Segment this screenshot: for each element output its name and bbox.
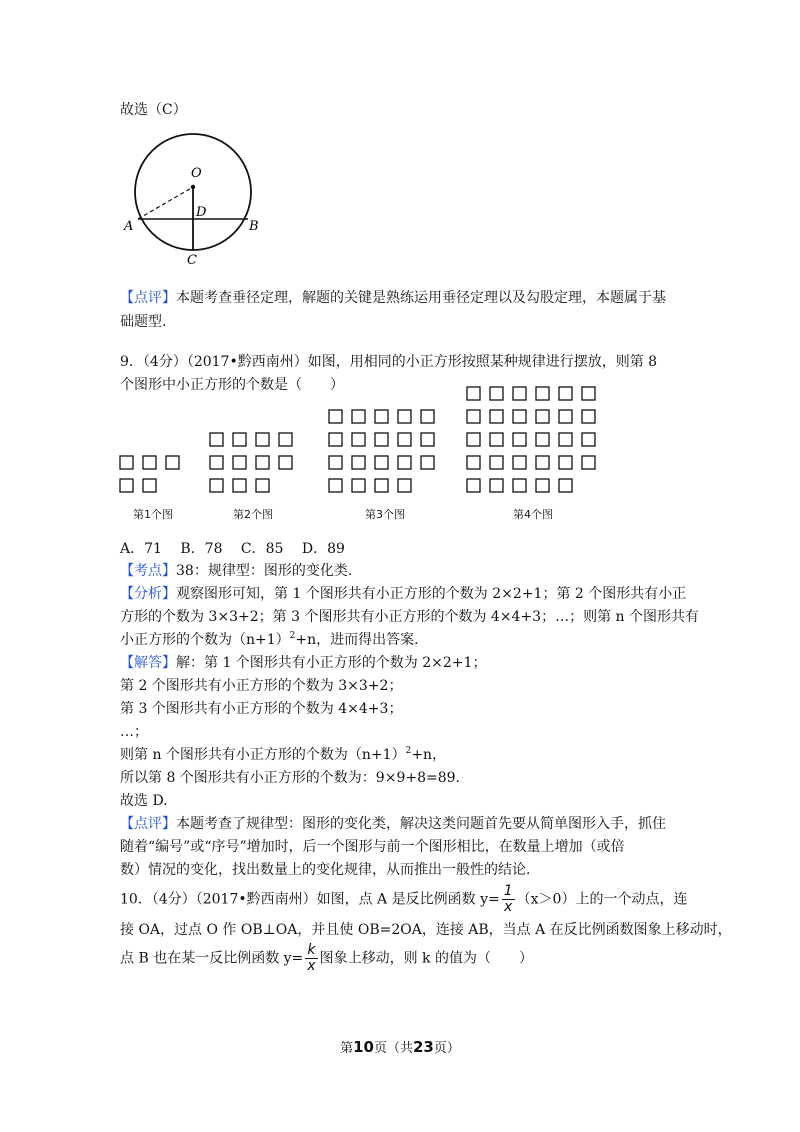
- fraction-1-over-x: $\frac{1}{x}$: [503, 883, 513, 915]
- small-square: [233, 456, 246, 469]
- q8-answer: 故选（C）: [120, 102, 187, 118]
- q9-kaodian: 【考点】38：规律型：图形的变化类.: [120, 563, 353, 579]
- q9-comment-line1: 【点评】本题考查了规律型：图形的变化类，解决这类问题首先要从简单图形入手，抓住: [120, 816, 666, 832]
- comment-tag: 【点评】: [120, 290, 176, 306]
- small-square: [536, 410, 549, 423]
- small-square: [279, 433, 292, 446]
- q9-options: A．71 B．78 C．85 D．89: [120, 541, 345, 557]
- small-square: [210, 433, 223, 446]
- fig-caption-2: 第2个图: [233, 508, 273, 521]
- small-square: [582, 410, 595, 423]
- small-square: [143, 479, 156, 492]
- small-square: [256, 479, 269, 492]
- small-square: [256, 433, 269, 446]
- q10-stem-line2: 接 OA，过点 O 作 OB⊥OA，并且使 OB=2OA，连接 AB，当点 A 在反比例函数图象上移动时，: [120, 922, 732, 938]
- small-square: [352, 410, 365, 423]
- fraction-k-over-x: $\frac{k}{x}$: [307, 942, 316, 974]
- small-square: [166, 456, 179, 469]
- q10-stem-line3: 点 B 也在某一反比例函数 y= $\frac{k}{x}$ 图象上移动，则 k 的值为（ ）: [120, 942, 533, 974]
- small-square: [421, 433, 434, 446]
- small-square: [421, 410, 434, 423]
- small-square: [467, 410, 480, 423]
- page-footer: 第10页（共23页）: [340, 1038, 460, 1056]
- q8-comment-line2: 础题型.: [120, 314, 167, 330]
- fig-caption-3: 第3个图: [365, 508, 405, 521]
- small-square: [536, 456, 549, 469]
- label-b: B: [249, 219, 259, 234]
- small-square: [513, 410, 526, 423]
- small-square: [329, 410, 342, 423]
- small-square: [582, 456, 595, 469]
- small-square: [582, 433, 595, 446]
- small-square: [398, 456, 411, 469]
- small-square: [513, 479, 526, 492]
- q9-comment-line2: 随着“编号”或“序号”增加时，后一个图形与前一个图形相比，在数量上增加（或倍: [120, 839, 625, 855]
- q9-fenxi-line2: 方形的个数为 3×3+2；第 3 个图形共有小正方形的个数为 4×4+3；…；则第 n 个图形共有: [120, 609, 699, 625]
- q9-answer: 故选 D.: [120, 793, 168, 809]
- small-square: [536, 387, 549, 400]
- small-square: [490, 456, 503, 469]
- small-square: [279, 456, 292, 469]
- small-square: [375, 479, 388, 492]
- q9-comment-line3: 数）情况的变化，找出数量上的变化规律，从而推出一般性的结论.: [120, 862, 531, 878]
- small-square: [559, 456, 572, 469]
- small-square: [398, 479, 411, 492]
- small-square: [256, 456, 269, 469]
- q9-fenxi-line1: 【分析】观察图形可知，第 1 个图形共有小正方形的个数为 2×2+1；第 2 个图形共有小正: [120, 586, 687, 602]
- small-square: [233, 479, 246, 492]
- small-square: [210, 479, 223, 492]
- q9-stem-line2: 个图形中小正方形的个数是（ ）: [120, 377, 344, 393]
- small-square: [210, 456, 223, 469]
- small-square: [467, 479, 480, 492]
- label-d: D: [196, 205, 207, 220]
- q9-jieda-line1: 【解答】解：第 1 个图形共有小正方形的个数为 2×2+1；: [120, 655, 487, 671]
- small-square: [375, 456, 388, 469]
- q9-jieda-line4: …；: [120, 724, 148, 740]
- small-square: [559, 410, 572, 423]
- small-square: [120, 456, 133, 469]
- small-square: [513, 433, 526, 446]
- small-square: [559, 479, 572, 492]
- q9-jieda-line5: 则第 n 个图形共有小正方形的个数为$(n+1)^2+n$，: [120, 746, 447, 763]
- small-square: [329, 479, 342, 492]
- small-square: [467, 433, 480, 446]
- small-square: [536, 433, 549, 446]
- current-page: 10: [353, 1038, 374, 1056]
- small-square: [143, 456, 156, 469]
- q9-jieda-line3: 第 3 个图形共有小正方形的个数为 4×4+3；: [120, 701, 403, 717]
- small-square: [490, 387, 503, 400]
- small-square: [398, 433, 411, 446]
- small-square: [421, 456, 434, 469]
- small-square: [375, 433, 388, 446]
- small-square: [559, 433, 572, 446]
- small-square: [490, 410, 503, 423]
- square-pattern-figure: [0, 380, 800, 510]
- small-square: [582, 387, 595, 400]
- small-square: [467, 456, 480, 469]
- small-square: [329, 456, 342, 469]
- q9-fenxi-line3: 小正方形的个数为$(n+1)^2+n$，进而得出答案.: [120, 631, 419, 648]
- small-square: [352, 479, 365, 492]
- small-square: [513, 387, 526, 400]
- q10-stem-line1: 10．（4分）（2017•黔西南州）如图，点 A 是反比例函数 y= $\frac{1}{x}$ （x＞0）上的一个动点，连: [120, 883, 688, 915]
- label-c: C: [187, 253, 197, 268]
- q9-stem-line1: 9．（4分）（2017•黔西南州）如图，用相同的小正方形按照某种规律进行摆放，则第 8: [120, 354, 658, 370]
- label-a: A: [124, 219, 134, 234]
- small-square: [352, 456, 365, 469]
- small-square: [536, 479, 549, 492]
- fig-caption-4: 第4个图: [513, 508, 553, 521]
- small-square: [233, 433, 246, 446]
- circle-diagram: [120, 120, 280, 270]
- q8-comment-line1: 【点评】本题考查垂径定理，解题的关键是熟练运用垂径定理以及勾股定理，本题属于基: [120, 290, 666, 306]
- total-pages: 23: [413, 1038, 434, 1056]
- q9-jieda-line2: 第 2 个图形共有小正方形的个数为 3×3+2；: [120, 678, 403, 694]
- label-o: O: [191, 166, 202, 181]
- small-square: [375, 410, 388, 423]
- small-square: [352, 433, 365, 446]
- small-square: [490, 433, 503, 446]
- q9-jieda-line6: 所以第 8 个图形共有小正方形的个数为：9×9+8=89.: [120, 770, 460, 786]
- small-square: [467, 387, 480, 400]
- small-square: [559, 387, 572, 400]
- small-square: [120, 479, 133, 492]
- small-square: [398, 410, 411, 423]
- small-square: [490, 479, 503, 492]
- fig-caption-1: 第1个图: [133, 508, 173, 521]
- small-square: [329, 433, 342, 446]
- small-square: [513, 456, 526, 469]
